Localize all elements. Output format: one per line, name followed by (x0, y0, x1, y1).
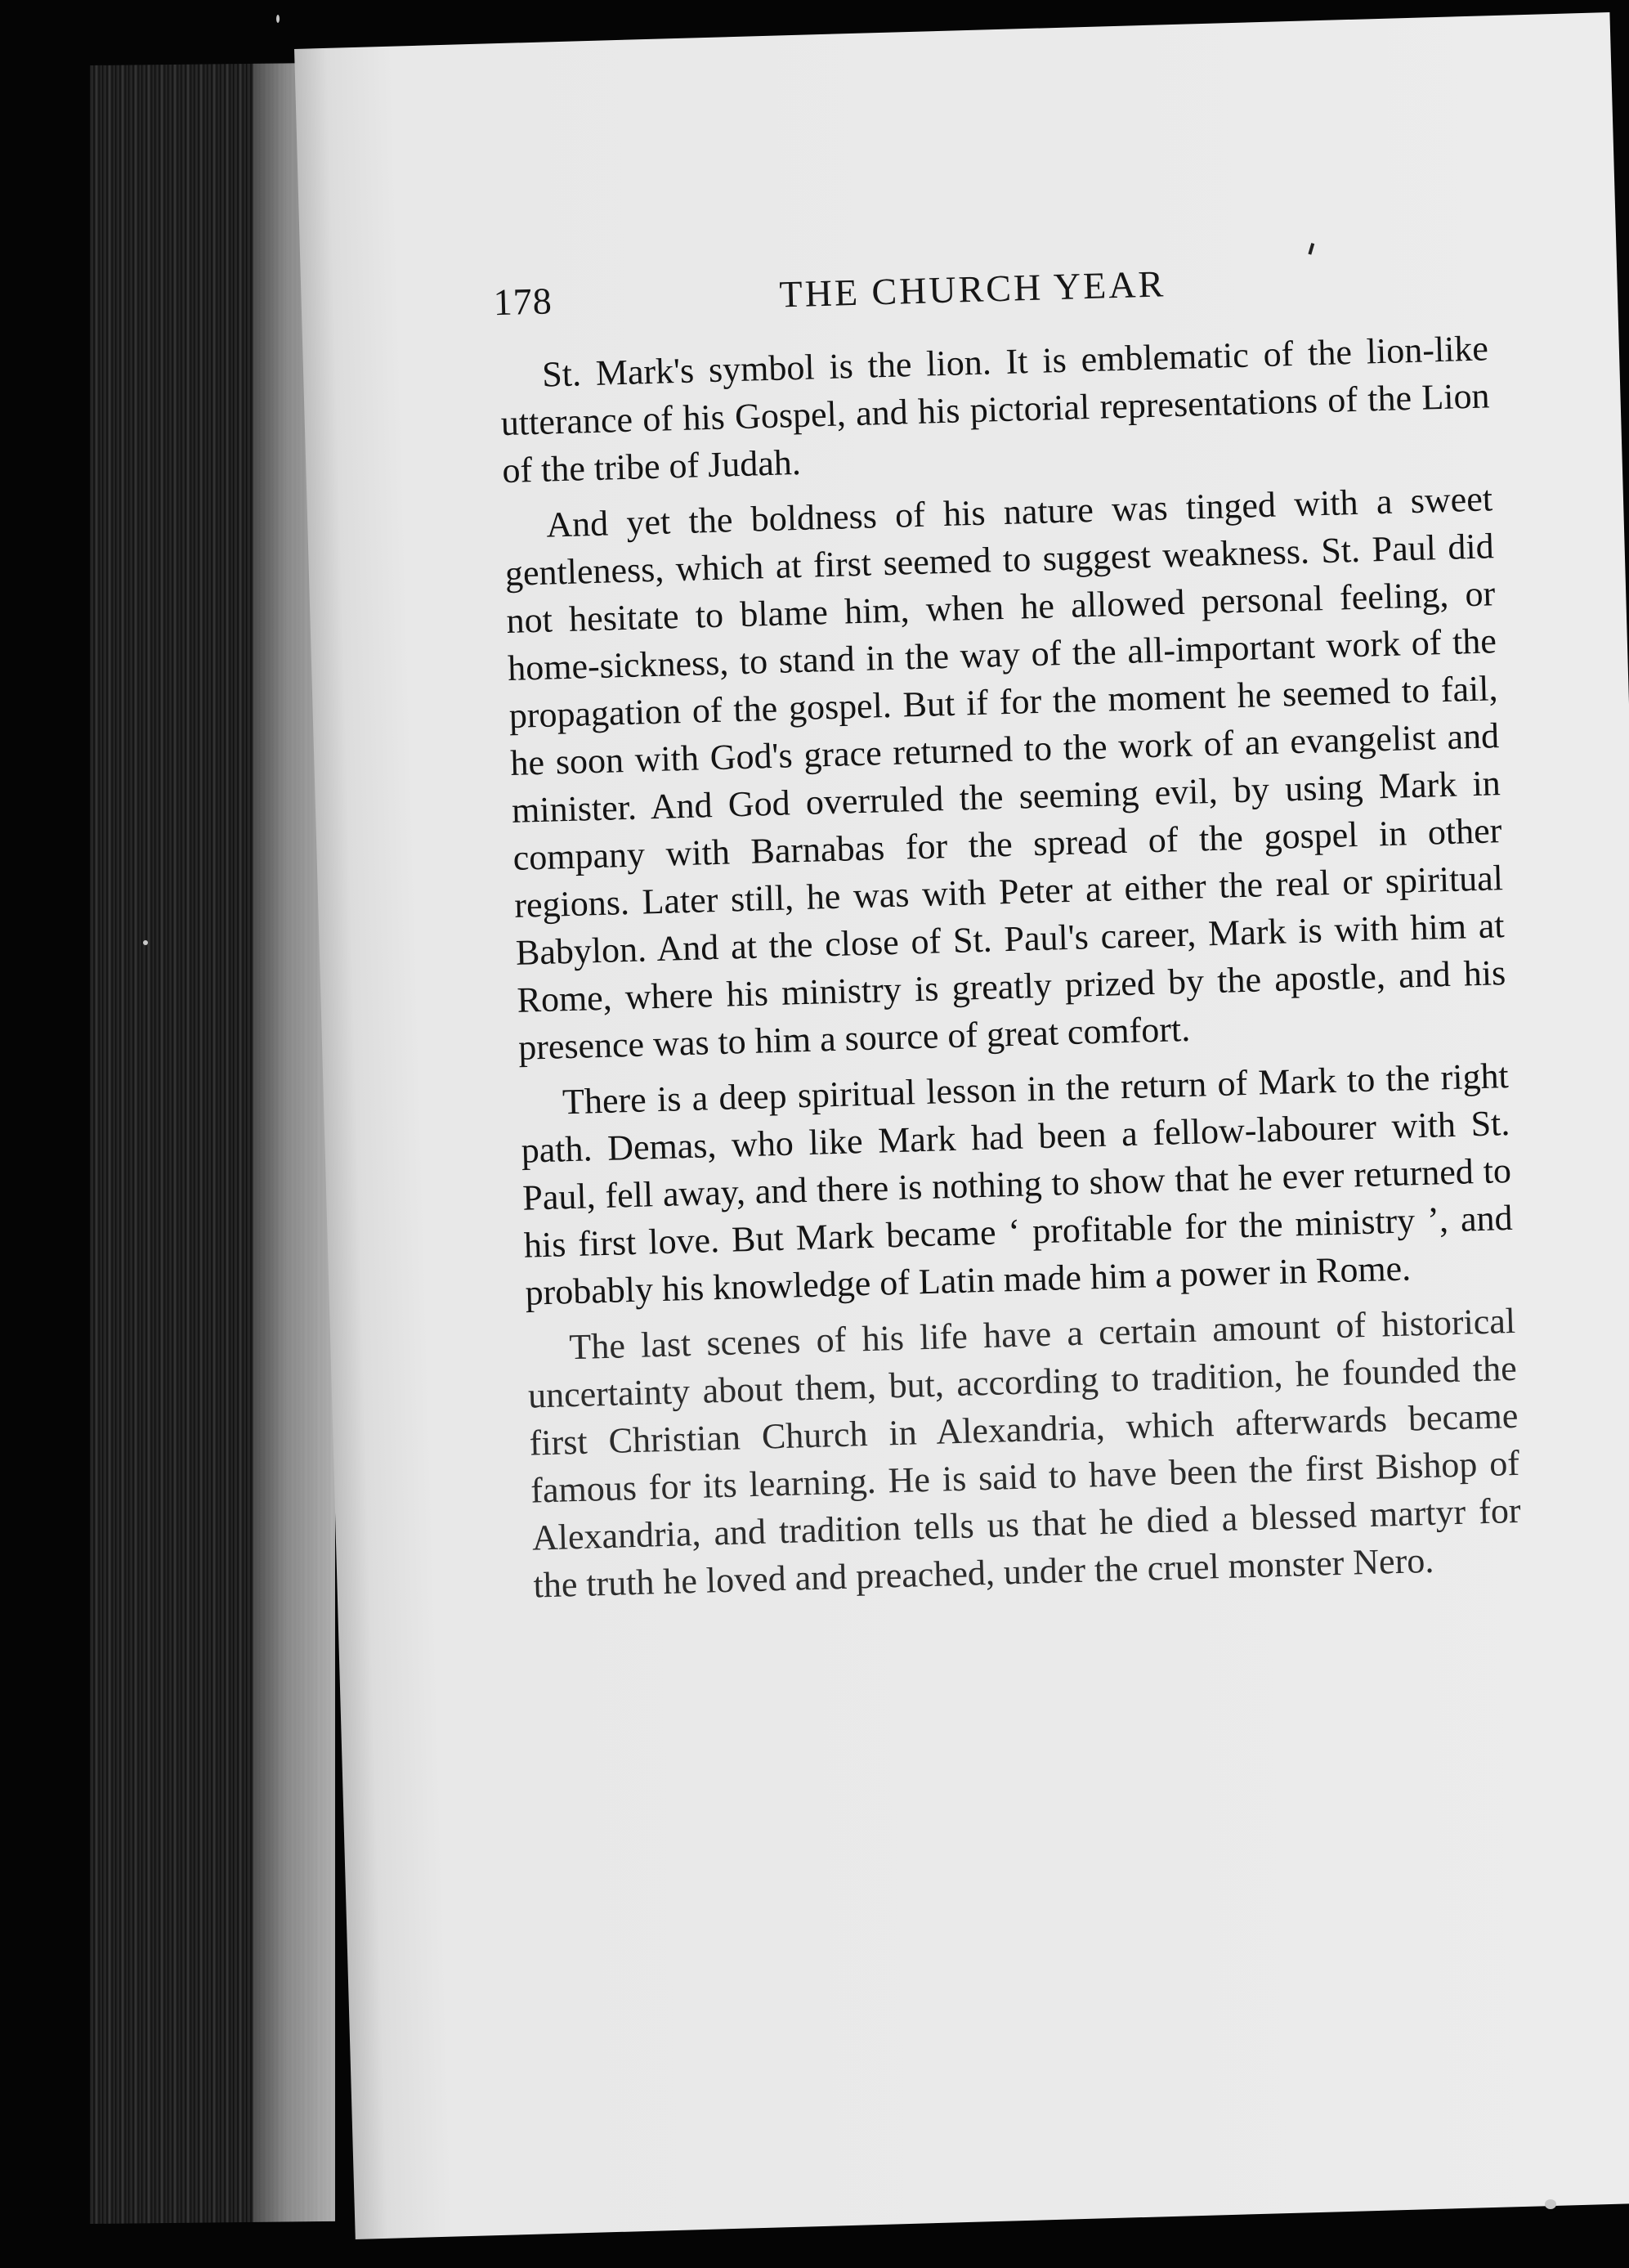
page-header (493, 253, 1491, 338)
running-head: THE CHURCH YEAR (778, 262, 1166, 316)
book-page (294, 12, 1629, 2239)
dust-speck (1545, 2199, 1556, 2209)
ink-speck (1308, 243, 1314, 255)
paragraph-2: And yet the boldness of his nature was tinged with a sweet gentleness, which at first seemed to suggest weakness. St. Paul did not hesitate to blame him, when he allowed personal feeling, or home-sickness, to stand in the way of the all-important work of the propagation of the gospel. But if for the moment he seemed to fail, he soon with God's grace returned to the work of an evangelist and minister. And God overruled the seeming evil, by using Mark in company with Barnabas for the spread of the gospel in other regions. Later still, he was with Peter at either the real or spiritual Babylon. And at the close of St. Paul's career, Mark is with him at Rome, where his ministry is greatly prized by the apostle, and his presence was to him a source of great comfort. (504, 478, 1506, 1068)
dust-speck (276, 15, 280, 23)
body-text (499, 325, 1523, 1617)
paragraph-3: There is a deep spiritual lesson in the return of Mark to the right path. Demas, who like Mark had been a fellow-labourer with St. Paul, fell away, and there is nothing to show that he ever returned to his first love. But Mark became ‘ profitable for the ministry ’, and probably his knowledge of Latin made him a power in Rome. (521, 1056, 1514, 1313)
paragraph-4: The last scenes of his life have a certain amount of historical uncertainty about them, but, according to tradition, he founded the first Christian Church in Alexandria, which afterwards became famous for its learning. He is said to have been the first Bishop of Alexandria, and tradition tells us that he died a blessed martyr for the truth he loved and preached, under the cruel monster Nero. (527, 1300, 1522, 1606)
paragraph-1: St. Mark's symbol is the lion. It is emblematic of the lion-like utterance of his Gospel, and his pictorial representations of the Lion of the tribe of Judah. (500, 328, 1491, 491)
page-number: 178 (493, 280, 553, 324)
book-page-edges (90, 63, 335, 2224)
dust-speck (143, 940, 148, 945)
